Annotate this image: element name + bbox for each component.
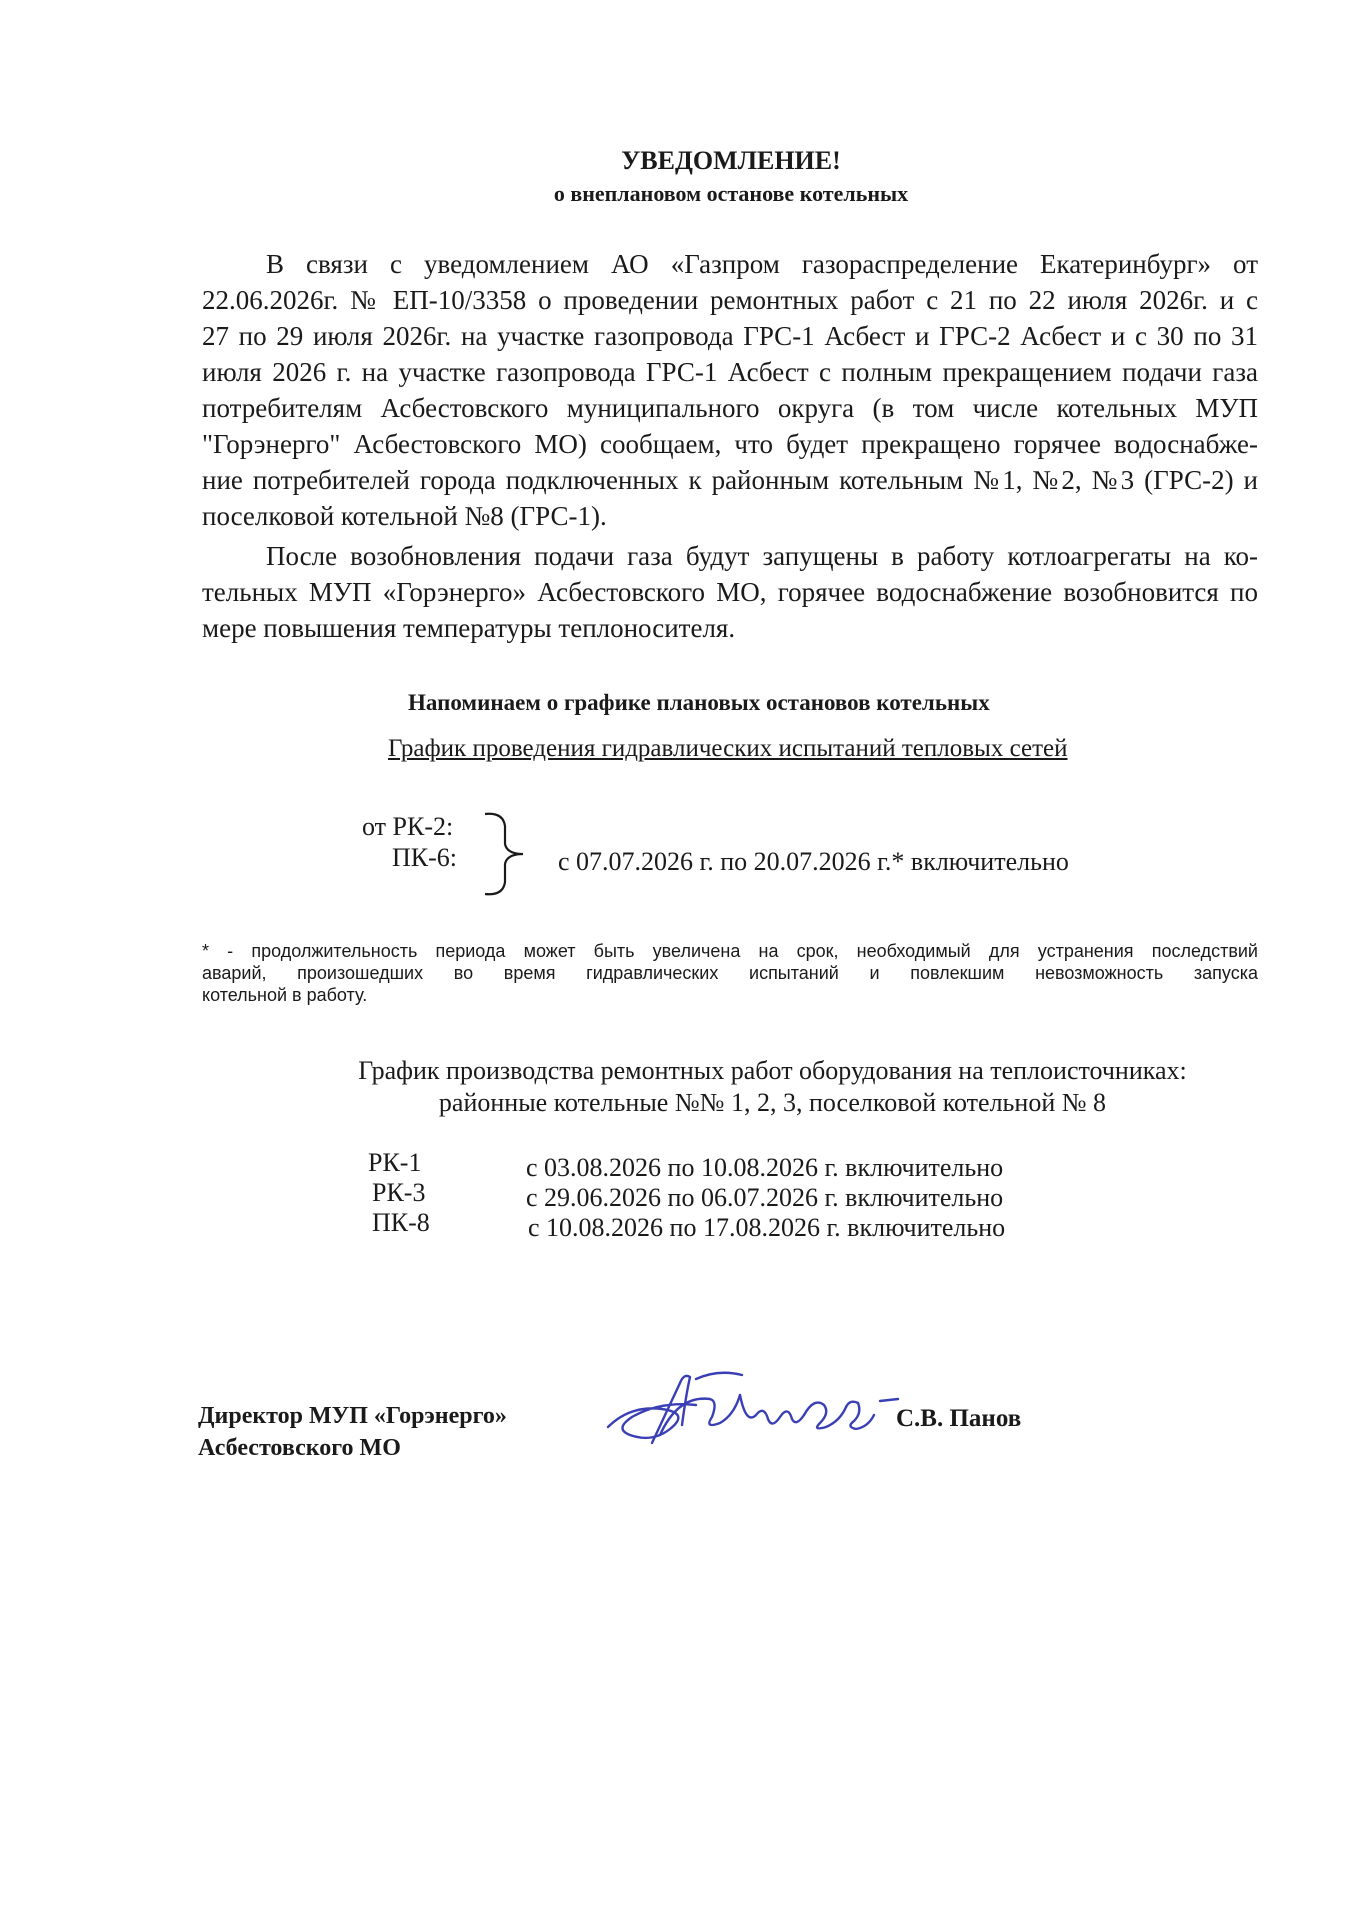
resume-paragraph <box>202 538 1258 646</box>
footnote-line: аварий, произошедших во время гидравлических испытаний и повлекшим невозможность запуска <box>202 963 1258 983</box>
handwritten-signature <box>600 1365 900 1475</box>
reminder-heading: Напоминаем о графике плановых остановов котельных <box>408 690 990 715</box>
footnote <box>202 940 1258 1006</box>
document-subtitle: о внеплановом останове котельных <box>553 181 909 206</box>
notice-line: июля 2026 г. на участке газопровода ГРС-1 Асбест с полным прекращением подачи газа <box>202 357 1258 387</box>
curly-brace-icon <box>481 810 529 898</box>
repair-row-name: РК-3 <box>372 1178 426 1207</box>
resume-line: После возобновления подачи газа будут запущены в работу котлоагрегаты на ко- <box>266 541 1258 571</box>
resume-line: мере повышения температуры теплоносителя. <box>202 613 736 643</box>
notice-line: поселковой котельной №8 (ГРС-1). <box>202 501 607 531</box>
signatory-title-line: Директор МУП «Горэнерго» <box>198 1403 507 1429</box>
notice-line: ние потребителей города подключенных к районным котельным №1, №2, №3 (ГРС-2) и <box>202 465 1258 495</box>
notice-line: В связи с уведомлением АО «Газпром газораспределение Екатеринбург» от <box>266 249 1258 279</box>
hydraulic-test-schedule-title: График проведения гидравлических испытаний тепловых сетей <box>388 735 1068 762</box>
repair-row-dates: с 03.08.2026 по 10.08.2026 г. включительно <box>526 1153 1004 1182</box>
repair-title-line: районные котельные №№ 1, 2, 3, поселковой котельной № 8 <box>438 1088 1107 1117</box>
notice-line: "Горэнерго" Асбестовского МО) сообщаем, что будет прекращено горячее водоснабже- <box>202 429 1258 459</box>
notice-paragraph <box>202 246 1258 534</box>
signatory-title-line: Асбестовского МО <box>198 1435 401 1461</box>
repair-row-name: ПК-8 <box>372 1208 430 1237</box>
repair-row-name: РК-1 <box>368 1148 422 1177</box>
signatory-title <box>198 1400 507 1464</box>
to-label: ПК-6: <box>392 843 457 872</box>
footnote-line: котельной в работу. <box>202 985 368 1005</box>
signatory-name: С.В. Панов <box>896 1405 1022 1432</box>
repair-title-line: График производства ремонтных работ оборудования на теплоисточниках: <box>358 1056 1187 1085</box>
resume-line: тельных МУП «Горэнерго» Асбестовского МО, горячее водоснабжение возобновится по <box>202 577 1258 607</box>
document-title: УВЕДОМЛЕНИЕ! <box>621 146 841 175</box>
repair-row-dates: с 29.06.2026 по 06.07.2026 г. включительно <box>526 1183 1004 1212</box>
notice-line: 22.06.2026г. № ЕП-10/3358 о проведении ремонтных работ с 21 по 22 июля 2026г. и с <box>202 285 1258 315</box>
footnote-line: * - продолжительность периода может быть увеличена на срок, необходимый для устранения последствий <box>202 941 1258 961</box>
notice-line: потребителям Асбестовского муниципального округа (в том числе котельных МУП <box>202 393 1258 423</box>
repair-schedule-title <box>0 1055 1358 1119</box>
notice-line: 27 по 29 июля 2026г. на участке газопровода ГРС-1 Асбест и ГРС-2 Асбест и с 30 по 31 <box>202 321 1258 351</box>
repair-row-dates: с 10.08.2026 по 17.08.2026 г. включительно <box>528 1213 1006 1242</box>
from-label: от РК-2: <box>362 812 454 841</box>
hydraulic-test-range: с 07.07.2026 г. по 20.07.2026 г.* включительно <box>558 847 1069 876</box>
